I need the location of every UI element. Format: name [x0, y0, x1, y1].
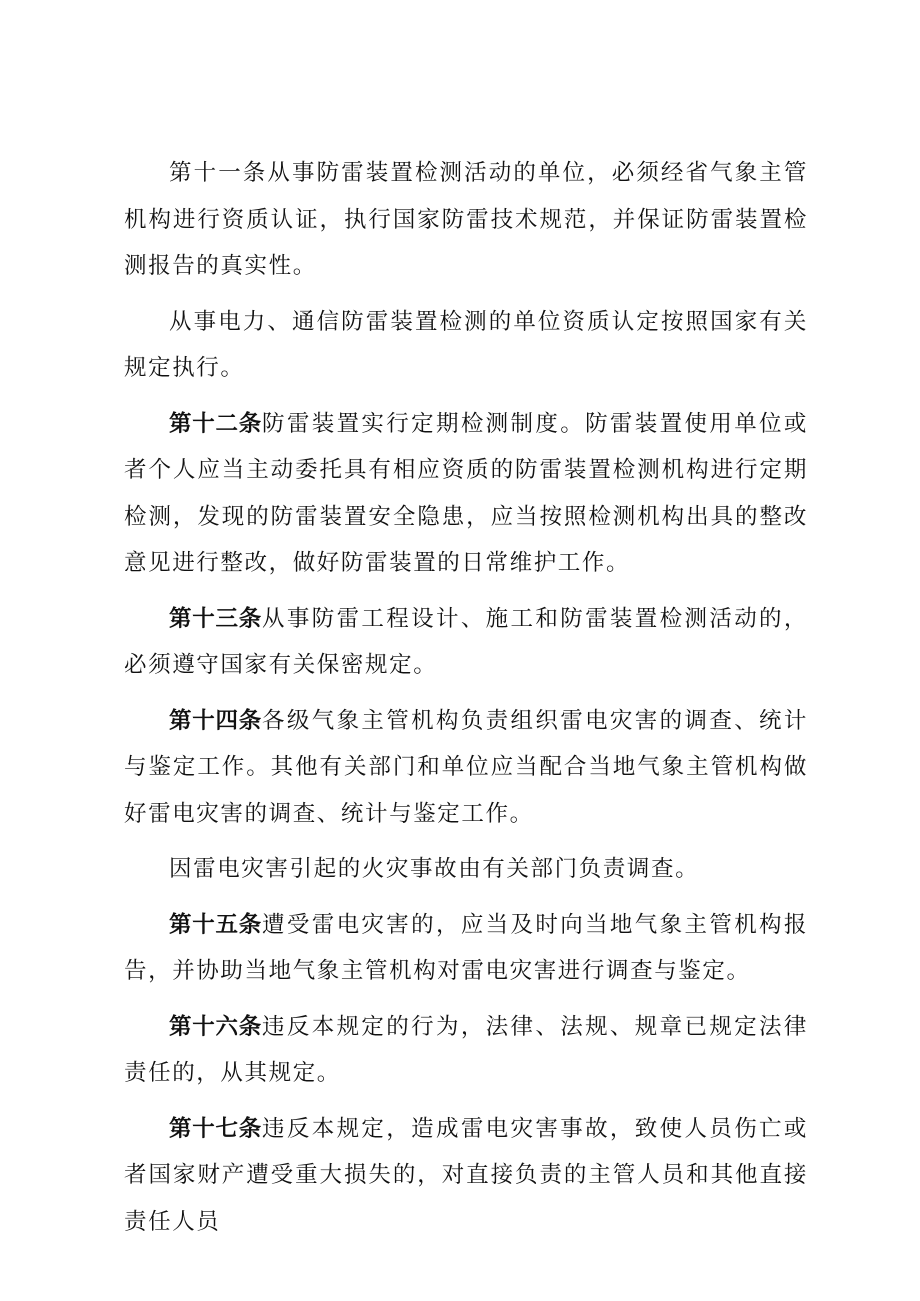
article-heading: 第十三条	[169, 605, 263, 632]
paragraph-text: 违反本规定，造成雷电灾害事故，致使人员伤亡或者国家财产遭受重大损失的，对直接负责的主管人员和其他直接责任人员	[124, 1115, 808, 1235]
article-heading: 第十五条	[169, 911, 263, 938]
paragraph-article-14-clause-2	[124, 846, 808, 893]
paragraph-article-17	[124, 1106, 808, 1246]
paragraph-text: 因雷电灾害引起的火灾事故由有关部门负责调查。	[169, 856, 700, 882]
paragraph-article-11	[124, 150, 808, 290]
paragraph-article-13	[124, 596, 808, 689]
paragraph-article-12	[124, 401, 808, 587]
article-heading: 第十六条	[169, 1013, 263, 1040]
paragraph-article-15	[124, 902, 808, 995]
paragraph-article-16	[124, 1004, 808, 1097]
paragraph-text: 遭受雷电灾害的，应当及时向当地气象主管机构报告，并协助当地气象主管机构对雷电灾害进行调查与鉴定。	[124, 911, 808, 984]
paragraph-text: 防雷装置实行定期检测制度。防雷装置使用单位或者个人应当主动委托具有相应资质的防雷装置检测机构进行定期检测，发现的防雷装置安全隐患，应当按照检测机构出具的整改意见进行整改，做好防雷装置的日常维护工作。	[124, 410, 808, 576]
paragraph-text: 从事电力、通信防雷装置检测的单位资质认定按照国家有关规定执行。	[124, 308, 808, 381]
article-heading: 第十七条	[169, 1115, 263, 1142]
paragraph-article-14	[124, 698, 808, 838]
article-heading: 第十二条	[169, 410, 263, 437]
paragraph-article-11-clause-2	[124, 299, 808, 392]
paragraph-text: 各级气象主管机构负责组织雷电灾害的调查、统计与鉴定工作。其他有关部门和单位应当配合当地气象主管机构做好雷电灾害的调查、统计与鉴定工作。	[124, 707, 808, 827]
article-heading: 第十四条	[169, 707, 263, 734]
paragraph-text: 第十一条从事防雷装置检测活动的单位，必须经省气象主管机构进行资质认证，执行国家防雷技术规范，并保证防雷装置检测报告的真实性。	[124, 160, 808, 279]
paragraph-text: 违反本规定的行为，法律、法规、规章已规定法律责任的，从其规定。	[124, 1013, 808, 1086]
document-body	[124, 150, 808, 1254]
paragraph-text: 从事防雷工程设计、施工和防雷装置检测活动的，必须遵守国家有关保密规定。	[124, 605, 808, 678]
